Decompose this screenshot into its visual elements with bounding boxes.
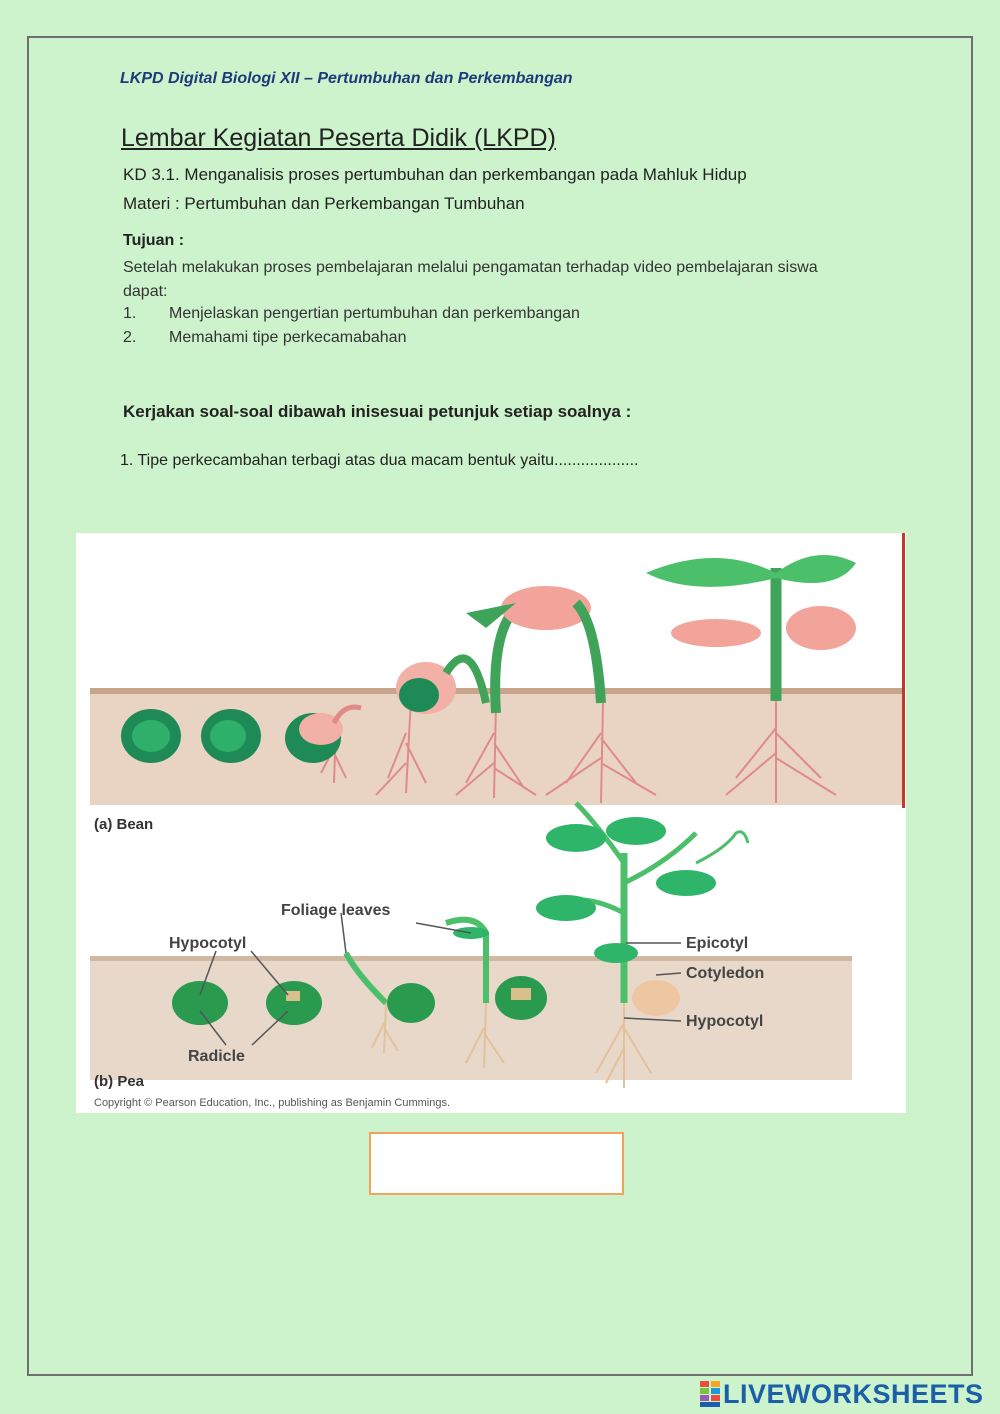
germination-figure <box>76 533 906 1113</box>
running-header: LKPD Digital Biologi XII – Pertumbuhan dan Perkembangan <box>120 70 573 87</box>
answer-input-box[interactable] <box>369 1132 624 1195</box>
objective-text: Memahami tipe perkecamabahan <box>169 329 407 346</box>
tujuan-heading: Tujuan : <box>123 232 185 249</box>
liveworksheets-logo-icon <box>700 1381 720 1407</box>
objective-item <box>123 305 580 323</box>
germination-illustration <box>76 533 906 1113</box>
objective-number: 2. <box>123 329 137 346</box>
objective-item <box>123 329 406 347</box>
label-radicle: Radicle <box>188 1048 245 1065</box>
kd-line: KD 3.1. Menganalisis proses pertumbuhan dan perkembangan pada Mahluk Hidup <box>123 165 747 184</box>
figure-label-a: (a) Bean <box>94 816 154 833</box>
label-hypocotyl-left: Hypocotyl <box>169 935 247 952</box>
objective-text: Menjelaskan pengertian pertumbuhan dan perkembangan <box>169 305 580 322</box>
label-cotyledon: Cotyledon <box>686 965 765 982</box>
page-title: Lembar Kegiatan Peserta Didik (LKPD) <box>121 124 556 152</box>
liveworksheets-brand <box>700 1378 984 1410</box>
question-1: 1. Tipe perkecambahan terbagi atas dua macam bentuk yaitu................... <box>120 452 639 469</box>
objective-number: 1. <box>123 305 137 322</box>
label-foliage-leaves: Foliage leaves <box>281 902 391 919</box>
brand-name: LIVEWORKSHEETS <box>723 1378 984 1409</box>
figure-label-b: (b) Pea <box>94 1073 145 1090</box>
instruction-text: Kerjakan soal-soal dibawah inisesuai petunjuk setiap soalnya : <box>123 402 632 421</box>
tujuan-text: Setelah melakukan proses pembelajaran melalui pengamatan terhadap video pembelajaran siswa dapat: <box>123 259 818 300</box>
label-hypocotyl-right: Hypocotyl <box>686 1013 764 1030</box>
figure-copyright: Copyright © Pearson Education, Inc., publishing as Benjamin Cummings. <box>94 1097 451 1109</box>
materi-line: Materi : Pertumbuhan dan Perkembangan Tumbuhan <box>123 194 525 213</box>
label-epicotyl: Epicotyl <box>686 935 749 952</box>
